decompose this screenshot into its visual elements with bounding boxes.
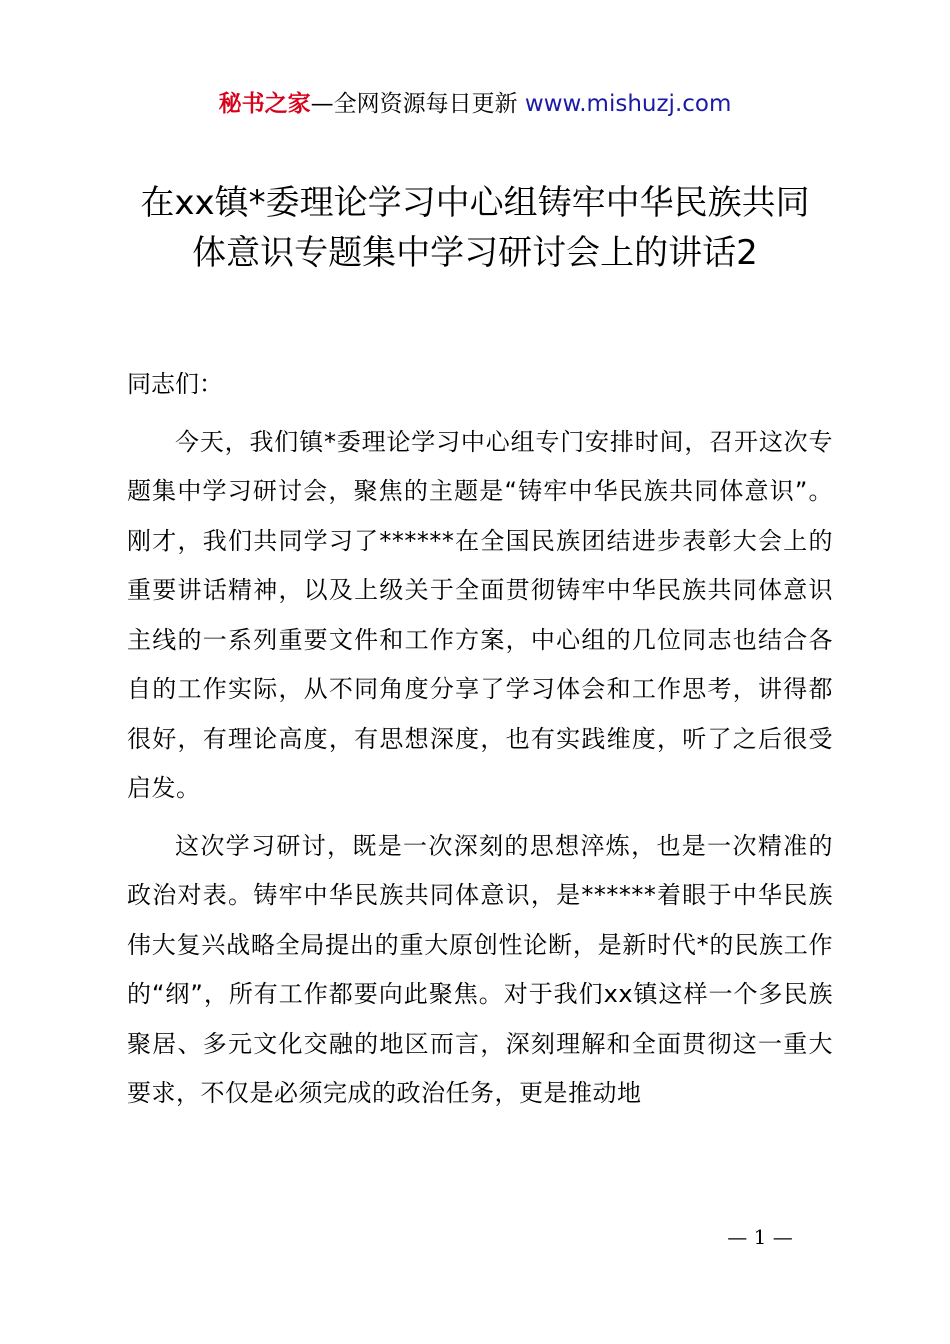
title-line-2: 体意识专题集中学习研讨会上的讲话2 xyxy=(192,233,758,273)
site-header xyxy=(0,88,950,120)
document-title xyxy=(100,178,850,278)
page-number: — 1 — xyxy=(727,1225,793,1249)
paragraph-1: 今天，我们镇*委理论学习中心组专门安排时间，召开这次专题集中学习研讨会，聚焦的主题是“铸牢中华民族共同体意识”。刚才，我们共同学习了******在全国民族团结进步表彰大会上的重要讲话精神，以及上级关于全面贯彻铸牢中华民族共同体意识主线的一系列重要文件和工作方案，中心组的几位同志也结合各自的工作实际，从不同角度分享了学习体会和工作思考，讲得都很好，有理论高度，有思想深度，也有实践维度，听了之后很受启发。 xyxy=(127,427,833,802)
header-slogan: —全网资源每日更新 xyxy=(310,91,525,117)
title-line-1: 在xx镇*委理论学习中心组铸牢中华民族共同 xyxy=(140,183,810,223)
paragraph-2: 这次学习研讨，既是一次深刻的思想淬炼，也是一次精准的政治对表。铸牢中华民族共同体意识，是******着眼于中华民族伟大复兴战略全局提出的重大原创性论断，是新时代*的民族工作的“纲”，所有工作都要向此聚焦。对于我们xx镇这样一个多民族聚居、多元文化交融的地区而言，深刻理解和全面贯彻这一重大要求，不仅是必须完成的政治任务，更是推动地 xyxy=(127,831,833,1107)
document-body xyxy=(127,360,833,1127)
brand-name: 秘书之家 xyxy=(218,91,311,117)
site-url-link[interactable]: www.mishuzj.com xyxy=(524,91,732,117)
salutation: 同志们： xyxy=(127,370,223,398)
